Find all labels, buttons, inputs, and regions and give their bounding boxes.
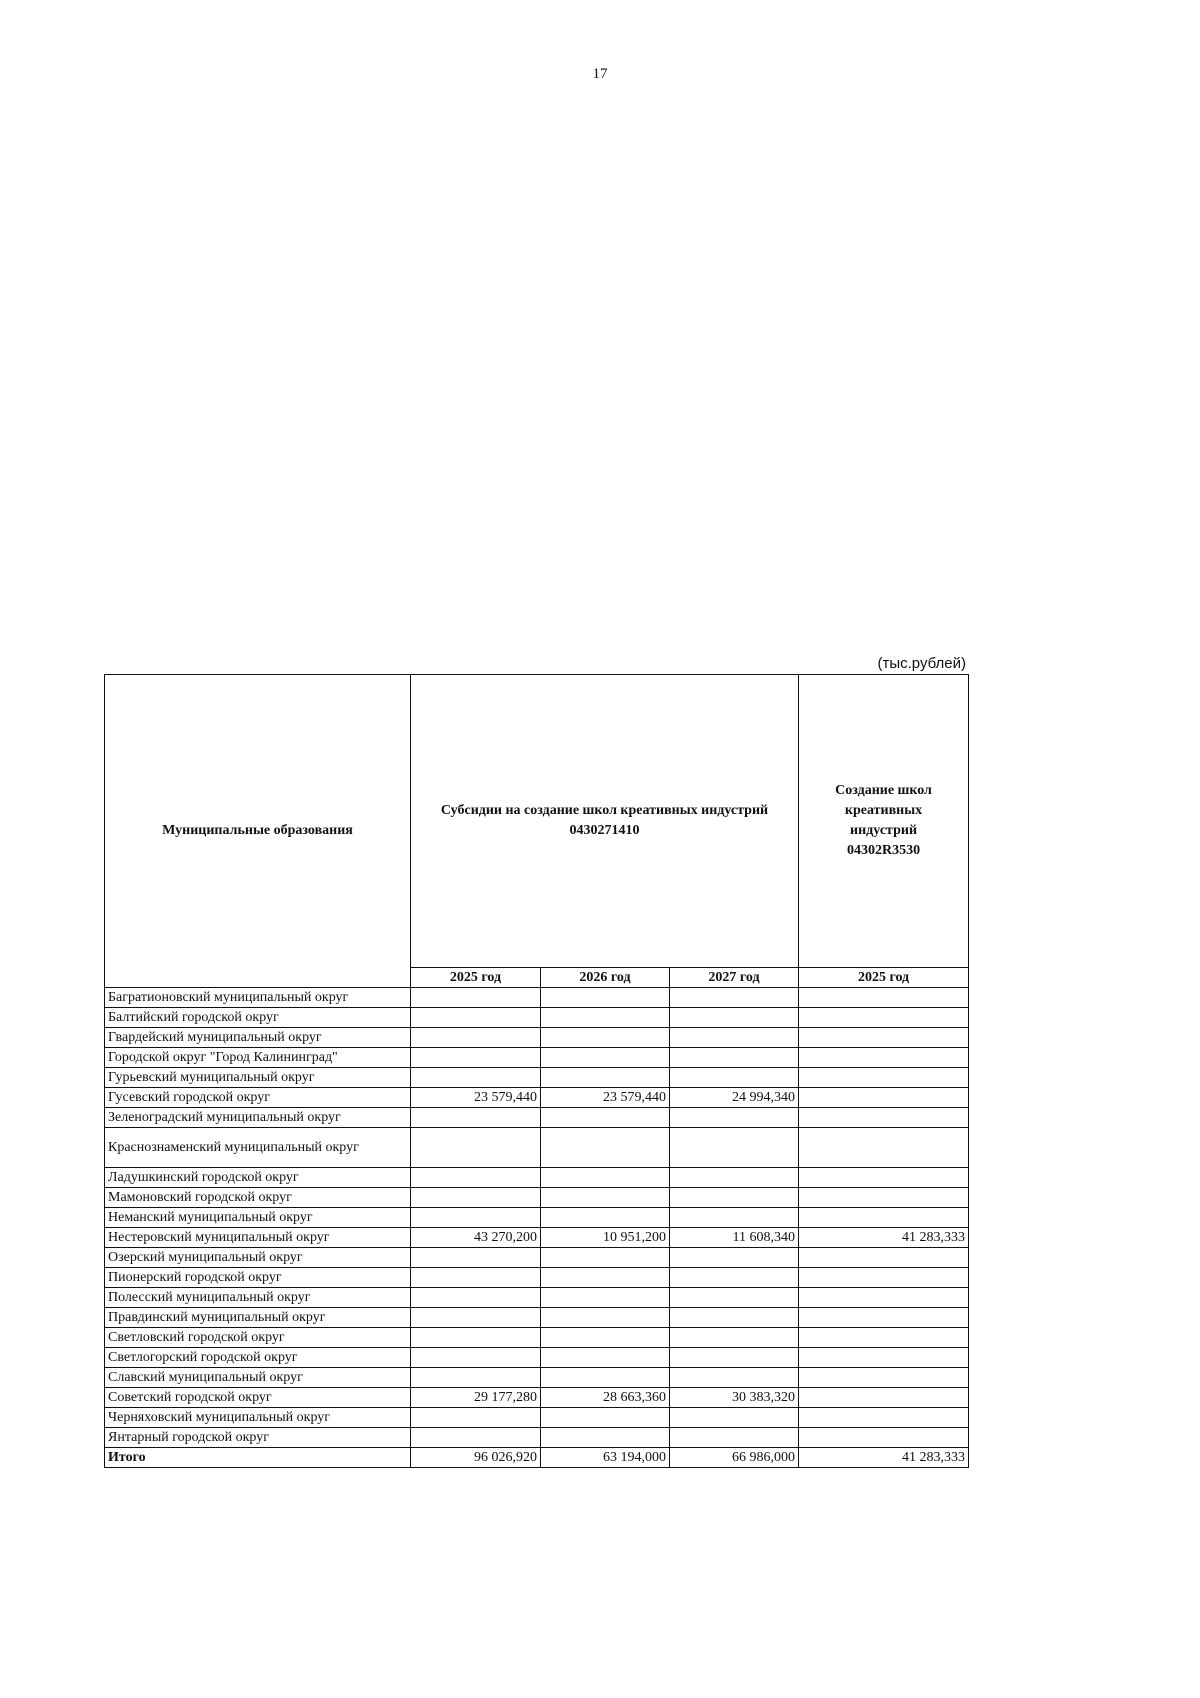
value-cell xyxy=(541,1288,670,1308)
value-cell xyxy=(799,1308,969,1328)
value-cell xyxy=(799,1368,969,1388)
value-cell xyxy=(411,1328,541,1348)
total-value-cell: 66 986,000 xyxy=(670,1448,799,1468)
value-cell xyxy=(541,1368,670,1388)
value-cell xyxy=(799,1268,969,1288)
value-cell xyxy=(411,1128,541,1168)
municipality-name: Правдинский муниципальный округ xyxy=(105,1308,411,1328)
value-cell xyxy=(670,1008,799,1028)
municipality-name: Зеленоградский муниципальный округ xyxy=(105,1108,411,1128)
table-row xyxy=(105,1068,969,1088)
value-cell xyxy=(670,1208,799,1228)
table-row xyxy=(105,1048,969,1068)
value-cell xyxy=(541,1128,670,1168)
value-cell xyxy=(670,1248,799,1268)
table-row xyxy=(105,1288,969,1308)
page-number: 17 xyxy=(592,66,608,82)
total-value-cell: 41 283,333 xyxy=(799,1448,969,1468)
table-row xyxy=(105,1348,969,1368)
value-cell xyxy=(670,1128,799,1168)
total-value-cell: 63 194,000 xyxy=(541,1448,670,1468)
value-cell xyxy=(799,988,969,1008)
total-row xyxy=(105,1448,969,1468)
municipality-name: Неманский муниципальный округ xyxy=(105,1208,411,1228)
value-cell: 11 608,340 xyxy=(670,1228,799,1248)
value-cell xyxy=(799,1348,969,1368)
subsidy-table xyxy=(104,674,969,1468)
value-cell xyxy=(541,1068,670,1088)
value-cell xyxy=(799,1408,969,1428)
table-row xyxy=(105,1328,969,1348)
value-cell xyxy=(670,1348,799,1368)
table-row xyxy=(105,1388,969,1408)
value-cell xyxy=(670,1028,799,1048)
value-cell xyxy=(411,1068,541,1088)
value-cell: 10 951,200 xyxy=(541,1228,670,1248)
value-cell xyxy=(411,1428,541,1448)
value-cell xyxy=(799,1128,969,1168)
municipality-name: Черняховский муниципальный округ xyxy=(105,1408,411,1428)
value-cell xyxy=(411,1368,541,1388)
value-cell xyxy=(541,1028,670,1048)
year-header: 2026 год xyxy=(541,968,670,988)
value-cell xyxy=(541,988,670,1008)
value-cell xyxy=(541,1048,670,1068)
table-row xyxy=(105,1228,969,1248)
table-row xyxy=(105,1428,969,1448)
value-cell xyxy=(541,1408,670,1428)
value-cell xyxy=(411,1168,541,1188)
value-cell xyxy=(541,1008,670,1028)
value-cell: 29 177,280 xyxy=(411,1388,541,1408)
value-cell xyxy=(670,1268,799,1288)
value-cell xyxy=(541,1168,670,1188)
units-label: (тыс.рублей) xyxy=(877,655,966,672)
table-row xyxy=(105,1168,969,1188)
table-row xyxy=(105,1128,969,1168)
table-row xyxy=(105,1088,969,1108)
municipality-name: Городской округ "Город Калининград" xyxy=(105,1048,411,1068)
value-cell xyxy=(541,1348,670,1368)
value-cell xyxy=(799,1088,969,1108)
table-body xyxy=(105,988,969,1468)
year-header: 2025 год xyxy=(411,968,541,988)
value-cell xyxy=(799,1428,969,1448)
municipality-name: Пионерский городской округ xyxy=(105,1268,411,1288)
value-cell xyxy=(411,1248,541,1268)
table-row xyxy=(105,1308,969,1328)
value-cell: 43 270,200 xyxy=(411,1228,541,1248)
value-cell xyxy=(670,1168,799,1188)
table-row xyxy=(105,988,969,1008)
table-row xyxy=(105,1408,969,1428)
value-cell xyxy=(411,1408,541,1428)
value-cell xyxy=(799,1248,969,1268)
value-cell xyxy=(411,1008,541,1028)
table-row xyxy=(105,1208,969,1228)
municipality-name: Янтарный городской округ xyxy=(105,1428,411,1448)
table-row xyxy=(105,1268,969,1288)
value-cell xyxy=(541,1108,670,1128)
municipality-name: Балтийский городской округ xyxy=(105,1008,411,1028)
table-row xyxy=(105,1028,969,1048)
value-cell: 23 579,440 xyxy=(411,1088,541,1108)
value-cell xyxy=(411,1048,541,1068)
value-cell: 24 994,340 xyxy=(670,1088,799,1108)
value-cell xyxy=(541,1268,670,1288)
value-cell xyxy=(799,1028,969,1048)
value-cell: 41 283,333 xyxy=(799,1228,969,1248)
value-cell xyxy=(799,1108,969,1128)
value-cell xyxy=(670,1428,799,1448)
table-row xyxy=(105,1108,969,1128)
value-cell xyxy=(411,1268,541,1288)
value-cell xyxy=(670,988,799,1008)
total-value-cell: 96 026,920 xyxy=(411,1448,541,1468)
value-cell xyxy=(541,1428,670,1448)
header-municipality: Муниципальные образования xyxy=(105,675,411,988)
total-label: Итого xyxy=(105,1448,411,1468)
municipality-name: Светловский городской округ xyxy=(105,1328,411,1348)
municipality-name: Гурьевский муниципальный округ xyxy=(105,1068,411,1088)
value-cell xyxy=(799,1188,969,1208)
value-cell: 28 663,360 xyxy=(541,1388,670,1408)
value-cell xyxy=(670,1188,799,1208)
municipality-name: Советский городской округ xyxy=(105,1388,411,1408)
municipality-name: Славский муниципальный округ xyxy=(105,1368,411,1388)
value-cell xyxy=(541,1188,670,1208)
municipality-name: Краснознаменский муниципальный округ xyxy=(105,1128,411,1168)
value-cell xyxy=(799,1068,969,1088)
value-cell xyxy=(799,1288,969,1308)
value-cell xyxy=(411,1188,541,1208)
table-row xyxy=(105,1008,969,1028)
year-header: 2027 год xyxy=(670,968,799,988)
municipality-name: Озерский муниципальный округ xyxy=(105,1248,411,1268)
value-cell xyxy=(670,1288,799,1308)
value-cell xyxy=(799,1168,969,1188)
value-cell xyxy=(411,1348,541,1368)
value-cell xyxy=(670,1408,799,1428)
value-cell xyxy=(670,1068,799,1088)
value-cell xyxy=(411,1288,541,1308)
value-cell xyxy=(411,1108,541,1128)
municipality-name: Гусевский городской округ xyxy=(105,1088,411,1108)
value-cell xyxy=(670,1368,799,1388)
value-cell xyxy=(541,1248,670,1268)
header-creation: Создание школ креативных индустрий 04302R3530 xyxy=(799,675,969,968)
value-cell xyxy=(799,1208,969,1228)
value-cell xyxy=(799,1008,969,1028)
municipality-name: Мамоновский городской округ xyxy=(105,1188,411,1208)
value-cell xyxy=(411,1208,541,1228)
value-cell: 23 579,440 xyxy=(541,1088,670,1108)
value-cell xyxy=(799,1048,969,1068)
municipality-name: Светлогорский городской округ xyxy=(105,1348,411,1368)
table-row xyxy=(105,1188,969,1208)
value-cell xyxy=(411,988,541,1008)
municipality-name: Гвардейский муниципальный округ xyxy=(105,1028,411,1048)
value-cell xyxy=(670,1328,799,1348)
value-cell xyxy=(411,1308,541,1328)
municipality-name: Ладушкинский городской округ xyxy=(105,1168,411,1188)
table-row xyxy=(105,1248,969,1268)
value-cell xyxy=(799,1388,969,1408)
value-cell xyxy=(799,1328,969,1348)
value-cell xyxy=(670,1108,799,1128)
value-cell xyxy=(541,1308,670,1328)
municipality-name: Нестеровский муниципальный округ xyxy=(105,1228,411,1248)
municipality-name: Полесский муниципальный округ xyxy=(105,1288,411,1308)
municipality-name: Багратионовский муниципальный округ xyxy=(105,988,411,1008)
header-subsidy: Субсидии на создание школ креативных индустрий 0430271410 xyxy=(411,675,799,968)
value-cell xyxy=(670,1048,799,1068)
value-cell xyxy=(411,1028,541,1048)
value-cell xyxy=(670,1308,799,1328)
year-header: 2025 год xyxy=(799,968,969,988)
value-cell: 30 383,320 xyxy=(670,1388,799,1408)
table-row xyxy=(105,1368,969,1388)
value-cell xyxy=(541,1208,670,1228)
value-cell xyxy=(541,1328,670,1348)
